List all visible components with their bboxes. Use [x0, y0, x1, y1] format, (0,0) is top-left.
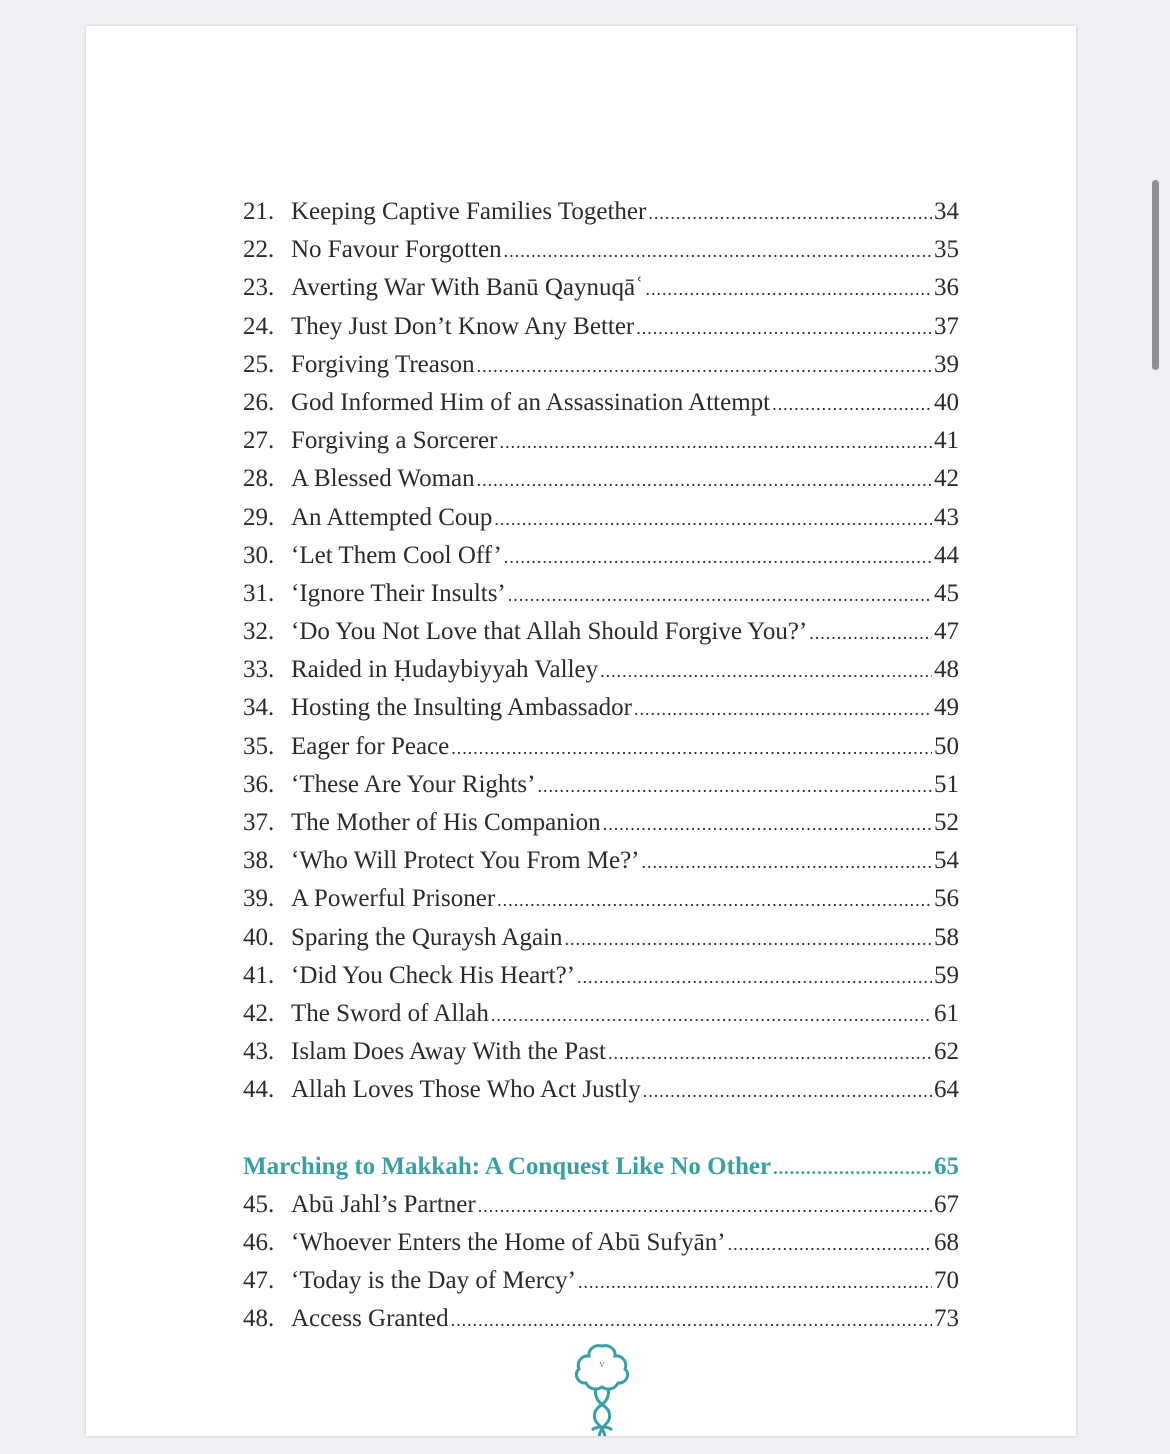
toc-leader-dots	[504, 232, 932, 270]
toc-entry-title: Abū Jahl’s Partner	[291, 1190, 476, 1218]
toc-entry-number: 33.	[243, 656, 275, 684]
toc-entry-number: 37.	[243, 809, 275, 836]
toc-entry-title: ‘Did You Check His Heart?’	[291, 961, 575, 989]
toc-entry-page: 42	[934, 465, 959, 493]
toc-entry[interactable]	[243, 1300, 959, 1338]
toc-leader-dots	[648, 194, 932, 232]
toc-entry-page: 34	[934, 198, 959, 225]
toc-leader-dots	[634, 690, 932, 728]
toc-entry-page: 43	[934, 503, 959, 531]
toc-entry[interactable]	[243, 1071, 959, 1109]
toc-entry-title: Averting War With Banū Qaynuqāʿ	[291, 274, 644, 302]
toc-entries	[243, 193, 959, 1110]
toc-entry-number: 22.	[243, 236, 275, 264]
toc-leader-dots	[564, 920, 932, 958]
toc-leader-dots	[477, 347, 932, 385]
toc-entry-number: 30.	[243, 541, 275, 569]
toc-entry[interactable]	[243, 308, 959, 346]
toc-entry-page: 67	[934, 1190, 959, 1218]
toc-entry-page: 61	[934, 999, 959, 1027]
toc-entry-title: A Blessed Woman	[291, 465, 475, 493]
toc-entry-page: 52	[934, 809, 959, 836]
toc-entry[interactable]	[243, 460, 959, 498]
toc-leader-dots	[577, 958, 932, 996]
toc-entry-number: 26.	[243, 388, 275, 416]
toc-entry-title: No Favour Forgotten	[291, 236, 502, 264]
toc-leader-dots	[578, 1263, 932, 1301]
toc-entry-number: 39.	[243, 885, 275, 913]
toc-entry-number: 45.	[243, 1190, 275, 1218]
toc-entry-page: 36	[934, 274, 959, 302]
toc-entry-number: 34.	[243, 694, 275, 722]
toc-leader-dots	[478, 1187, 932, 1225]
toc-leader-dots	[642, 843, 932, 881]
toc-entry-page: 37	[934, 312, 959, 340]
toc-entry[interactable]	[243, 537, 959, 575]
toc-entry[interactable]	[243, 842, 959, 880]
toc-entry[interactable]	[243, 689, 959, 727]
toc-entry[interactable]	[243, 1033, 959, 1071]
toc-section-entries	[243, 1186, 959, 1339]
toc-leader-dots	[728, 1225, 932, 1263]
toc-entry-number: 31.	[243, 579, 275, 607]
toc-entry-title: ‘Who Will Protect You From Me?’	[291, 847, 640, 875]
toc-entry[interactable]	[243, 804, 959, 842]
toc-entry[interactable]	[243, 613, 959, 651]
toc-entry-number: 43.	[243, 1038, 275, 1066]
toc-entry[interactable]	[243, 499, 959, 537]
toc-entry[interactable]	[243, 346, 959, 384]
toc-entry-number: 42.	[243, 999, 275, 1027]
toc-section-page: 65	[934, 1152, 959, 1180]
toc-entry-number: 36.	[243, 770, 275, 798]
toc-entry-page: 59	[934, 961, 959, 989]
toc-entry[interactable]	[243, 919, 959, 957]
toc-entry[interactable]	[243, 422, 959, 460]
toc-leader-dots	[608, 1034, 932, 1072]
section-gap	[243, 1110, 959, 1148]
toc-entry-title: A Powerful Prisoner	[291, 885, 496, 913]
toc-entry-page: 70	[934, 1267, 959, 1295]
toc-entry[interactable]	[243, 651, 959, 689]
toc-entry-page: 41	[934, 427, 959, 455]
toc-leader-dots	[504, 538, 932, 576]
toc-entry-title: ‘Ignore Their Insults’	[291, 579, 506, 607]
toc-entry[interactable]	[243, 384, 959, 422]
toc-entry[interactable]	[243, 766, 959, 804]
toc-entry[interactable]	[243, 880, 959, 918]
toc-entry-title: Access Granted	[291, 1305, 449, 1333]
toc-leader-dots	[636, 309, 932, 347]
toc-entry-page: 48	[934, 656, 959, 684]
toc-entry-number: 28.	[243, 465, 275, 493]
toc-leader-dots	[537, 767, 932, 805]
toc-section-title: Marching to Makkah: A Conquest Like No Other	[243, 1152, 772, 1180]
toc-leader-dots	[809, 614, 932, 652]
toc-entry-page: 35	[934, 236, 959, 264]
toc-entry-page: 64	[934, 1076, 959, 1104]
toc-leader-dots	[508, 576, 932, 614]
toc-entry[interactable]	[243, 995, 959, 1033]
toc-leader-dots	[645, 270, 932, 308]
toc-entry-number: 44.	[243, 1076, 275, 1104]
toc-leader-dots	[497, 881, 932, 919]
toc-entry-number: 40.	[243, 923, 275, 951]
toc-entry[interactable]	[243, 575, 959, 613]
book-page	[86, 26, 1076, 1436]
toc-entry[interactable]	[243, 728, 959, 766]
toc-entry-number: 48.	[243, 1305, 275, 1333]
toc-leader-dots	[494, 500, 932, 538]
toc-entry-page: 49	[934, 694, 959, 722]
toc-leader-dots	[451, 1301, 932, 1339]
toc-leader-dots	[643, 1072, 932, 1110]
toc-entry-page: 47	[934, 618, 959, 646]
toc-entry-title: Forgiving Treason	[291, 350, 475, 378]
toc-entry-title: The Sword of Allah	[291, 999, 489, 1027]
toc-entry[interactable]	[243, 1262, 959, 1300]
toc-entry-page: 68	[934, 1228, 959, 1256]
toc-entry-number: 21.	[243, 198, 275, 225]
tree-ornament-icon	[570, 1340, 634, 1436]
toc-entry-number: 29.	[243, 503, 275, 531]
toc-entry-page: 73	[934, 1305, 959, 1333]
toc-leader-dots	[773, 1149, 932, 1187]
toc-entry[interactable]	[243, 269, 959, 307]
toc-entry-page: 39	[934, 350, 959, 378]
toc-entry-title: Sparing the Quraysh Again	[291, 923, 563, 951]
toc-entry-number: 47.	[243, 1267, 275, 1295]
toc-entry[interactable]	[243, 231, 959, 269]
toc-entry-page: 54	[934, 847, 959, 875]
toc-entry-title: Raided in Ḥudaybiyyah Valley	[291, 656, 599, 684]
toc-entry-title: ‘Whoever Enters the Home of Abū Sufyān’	[291, 1228, 726, 1256]
toc-entry-number: 24.	[243, 312, 275, 340]
toc-entry-title: Hosting the Insulting Ambassador	[291, 694, 632, 722]
toc-entry-title: God Informed Him of an Assassination Attempt	[291, 388, 771, 416]
toc-entry-title: Islam Does Away With the Past	[291, 1038, 606, 1066]
toc-entry-title: ‘Do You Not Love that Allah Should Forgive You?’	[291, 618, 808, 646]
toc-entry-number: 41.	[243, 961, 275, 989]
scrollbar-thumb[interactable]	[1152, 180, 1159, 370]
toc-entry-page: 50	[934, 732, 959, 760]
toc-leader-dots	[772, 385, 932, 423]
toc-entry-page: 45	[934, 579, 959, 607]
toc-entry-title: ‘These Are Your Rights’	[291, 770, 536, 798]
toc-entry-page: 62	[934, 1038, 959, 1066]
toc-entry-title: Eager for Peace	[291, 732, 450, 760]
toc-entry-number: 25.	[243, 350, 275, 378]
toc-leader-dots	[491, 996, 932, 1034]
toc-entry-title: ‘Let Them Cool Off’	[291, 541, 502, 569]
toc-entry-title: ‘Today is the Day of Mercy’	[291, 1267, 576, 1295]
toc-section-heading[interactable]	[243, 1148, 959, 1186]
toc-entry-page: 58	[934, 923, 959, 951]
toc-leader-dots	[603, 805, 932, 843]
toc-entry-number: 27.	[243, 427, 275, 455]
toc-leader-dots	[477, 461, 932, 499]
toc-entry-number: 35.	[243, 732, 275, 760]
toc-entry-title: Keeping Captive Families Together	[291, 198, 647, 225]
toc-entry-number: 32.	[243, 618, 275, 646]
toc-entry-page: 51	[934, 770, 959, 798]
toc-entry-title: Allah Loves Those Who Act Justly	[291, 1076, 641, 1104]
toc-entry-number: 23.	[243, 274, 275, 302]
toc-entry-page: 40	[934, 388, 959, 416]
toc-entry-number: 46.	[243, 1228, 275, 1256]
table-of-contents	[243, 193, 959, 1338]
toc-entry-title: They Just Don’t Know Any Better	[291, 312, 635, 340]
toc-leader-dots	[451, 729, 932, 767]
toc-leader-dots	[600, 652, 932, 690]
toc-entry-number: 38.	[243, 847, 275, 875]
toc-entry[interactable]	[243, 193, 959, 231]
toc-entry-title: Forgiving a Sorcerer	[291, 427, 498, 455]
toc-entry[interactable]	[243, 1186, 959, 1224]
page-number: v	[599, 1358, 605, 1370]
toc-entry[interactable]	[243, 957, 959, 995]
toc-entry-page: 44	[934, 541, 959, 569]
toc-entry-title: The Mother of His Companion	[291, 809, 601, 836]
toc-leader-dots	[499, 423, 932, 461]
toc-entry[interactable]	[243, 1224, 959, 1262]
toc-entry-title: An Attempted Coup	[291, 503, 493, 531]
toc-entry-page: 56	[934, 885, 959, 913]
